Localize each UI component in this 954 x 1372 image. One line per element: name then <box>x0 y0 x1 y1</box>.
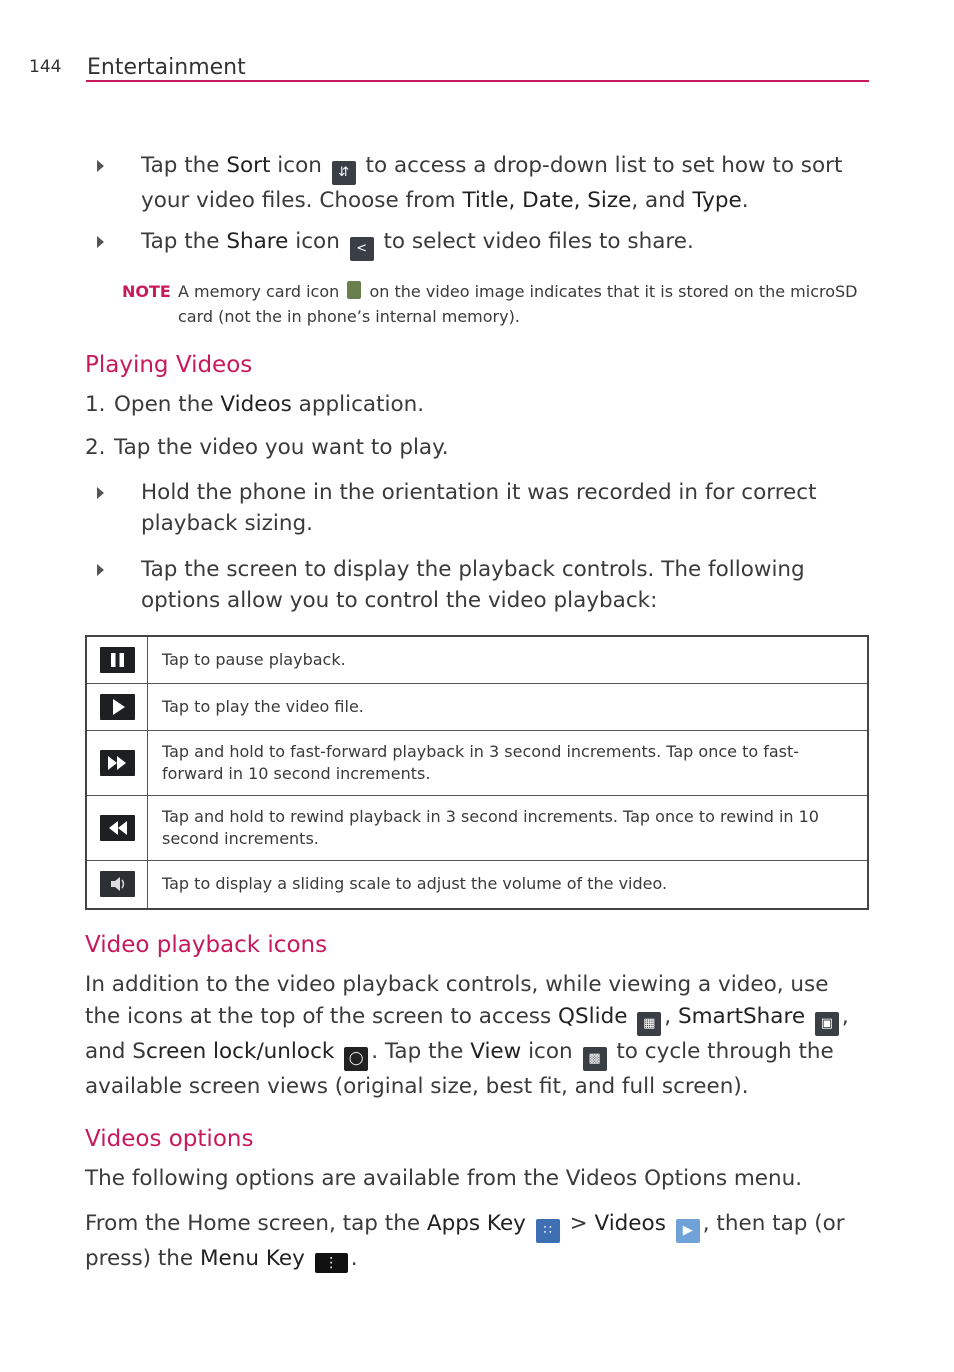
step-1: 1. Open the Videos application. <box>85 392 425 417</box>
rewind-icon <box>100 815 135 841</box>
control-description: Tap and hold to fast-forward playback in 3 second increments. Tap once to fast-forward in 10 second increments. <box>148 730 869 795</box>
header-rule <box>86 80 869 82</box>
share-icon: < <box>350 237 374 261</box>
table-row <box>86 795 868 860</box>
bullet-triangle-icon <box>97 487 104 499</box>
bullet-triangle-icon <box>97 236 104 248</box>
apps-key-icon: ∷ <box>536 1219 560 1243</box>
bullet-sort <box>117 150 869 216</box>
control-description: Tap and hold to rewind playback in 3 second increments. Tap once to rewind in 10 second increments. <box>148 795 869 860</box>
screen-lock-icon: ◯ <box>344 1047 368 1071</box>
page-number: 144 <box>29 57 62 77</box>
control-description: Tap to play the video file. <box>148 683 869 730</box>
control-description: Tap to display a sliding scale to adjust the volume of the video. <box>148 860 869 909</box>
videos-options-heading: Videos options <box>85 1126 254 1152</box>
videos-app-icon: ▶ <box>676 1219 700 1243</box>
play-icon <box>100 694 135 720</box>
table-row <box>86 636 868 683</box>
playback-controls-table <box>85 635 869 910</box>
note-text: A memory card icon on the video image indicates that it is stored on the microSD card (not the in phone’s internal memory). <box>178 282 858 326</box>
control-description: Tap to pause playback. <box>148 636 869 683</box>
playing-videos-heading: Playing Videos <box>85 352 253 378</box>
options-paragraph-1: The following options are available from the Videos Options menu. <box>85 1166 803 1191</box>
memory-card-icon <box>347 281 361 299</box>
options-paragraph-2: From the Home screen, tap the Apps Key ∷ > Videos ▶ , then tap (or press) the Menu Key ⋮ . <box>85 1211 845 1271</box>
menu-key-icon: ⋮ <box>315 1253 348 1273</box>
table-row <box>86 860 868 909</box>
note-label: NOTE <box>122 282 171 301</box>
step-2: 2. Tap the video you want to play. <box>85 435 449 460</box>
section-title: Entertainment <box>87 55 246 80</box>
bullet-share <box>117 226 869 261</box>
bullet-triangle-icon <box>97 160 104 172</box>
table-row <box>86 683 868 730</box>
playback-icons-paragraph: In addition to the video playback controls, while viewing a video, use the icons at the top of the screen to access QSlide ▦ , SmartShare ▣ , and Screen lock/unlock ◯ . Tap the View icon ▩ to cycle through the available screen views (original size, best fit, and full screen). <box>85 972 849 1099</box>
sort-icon: ⇵ <box>332 161 356 185</box>
bullet-orientation: Hold the phone in the orientation it was recorded in for correct playback sizing. <box>117 477 869 539</box>
fast-forward-icon <box>100 750 135 776</box>
bullet-share-text: Tap the Share icon < to select video files to share. <box>117 226 869 261</box>
bullet-controls: Tap the screen to display the playback controls. The following options allow you to control the video playback: <box>117 554 869 616</box>
view-icon: ▩ <box>583 1047 607 1071</box>
video-playback-icons-heading: Video playback icons <box>85 932 328 958</box>
qslide-icon: ▦ <box>637 1012 661 1036</box>
bullet-sort-text: Tap the Sort icon ⇵ to access a drop-down list to set how to sort your video files. Choose from Title, Date, Size, and Type. <box>141 153 843 213</box>
pause-icon <box>100 647 135 673</box>
volume-icon <box>100 871 135 897</box>
table-row <box>86 730 868 795</box>
smartshare-icon: ▣ <box>815 1012 839 1036</box>
bullet-triangle-icon <box>97 564 104 576</box>
